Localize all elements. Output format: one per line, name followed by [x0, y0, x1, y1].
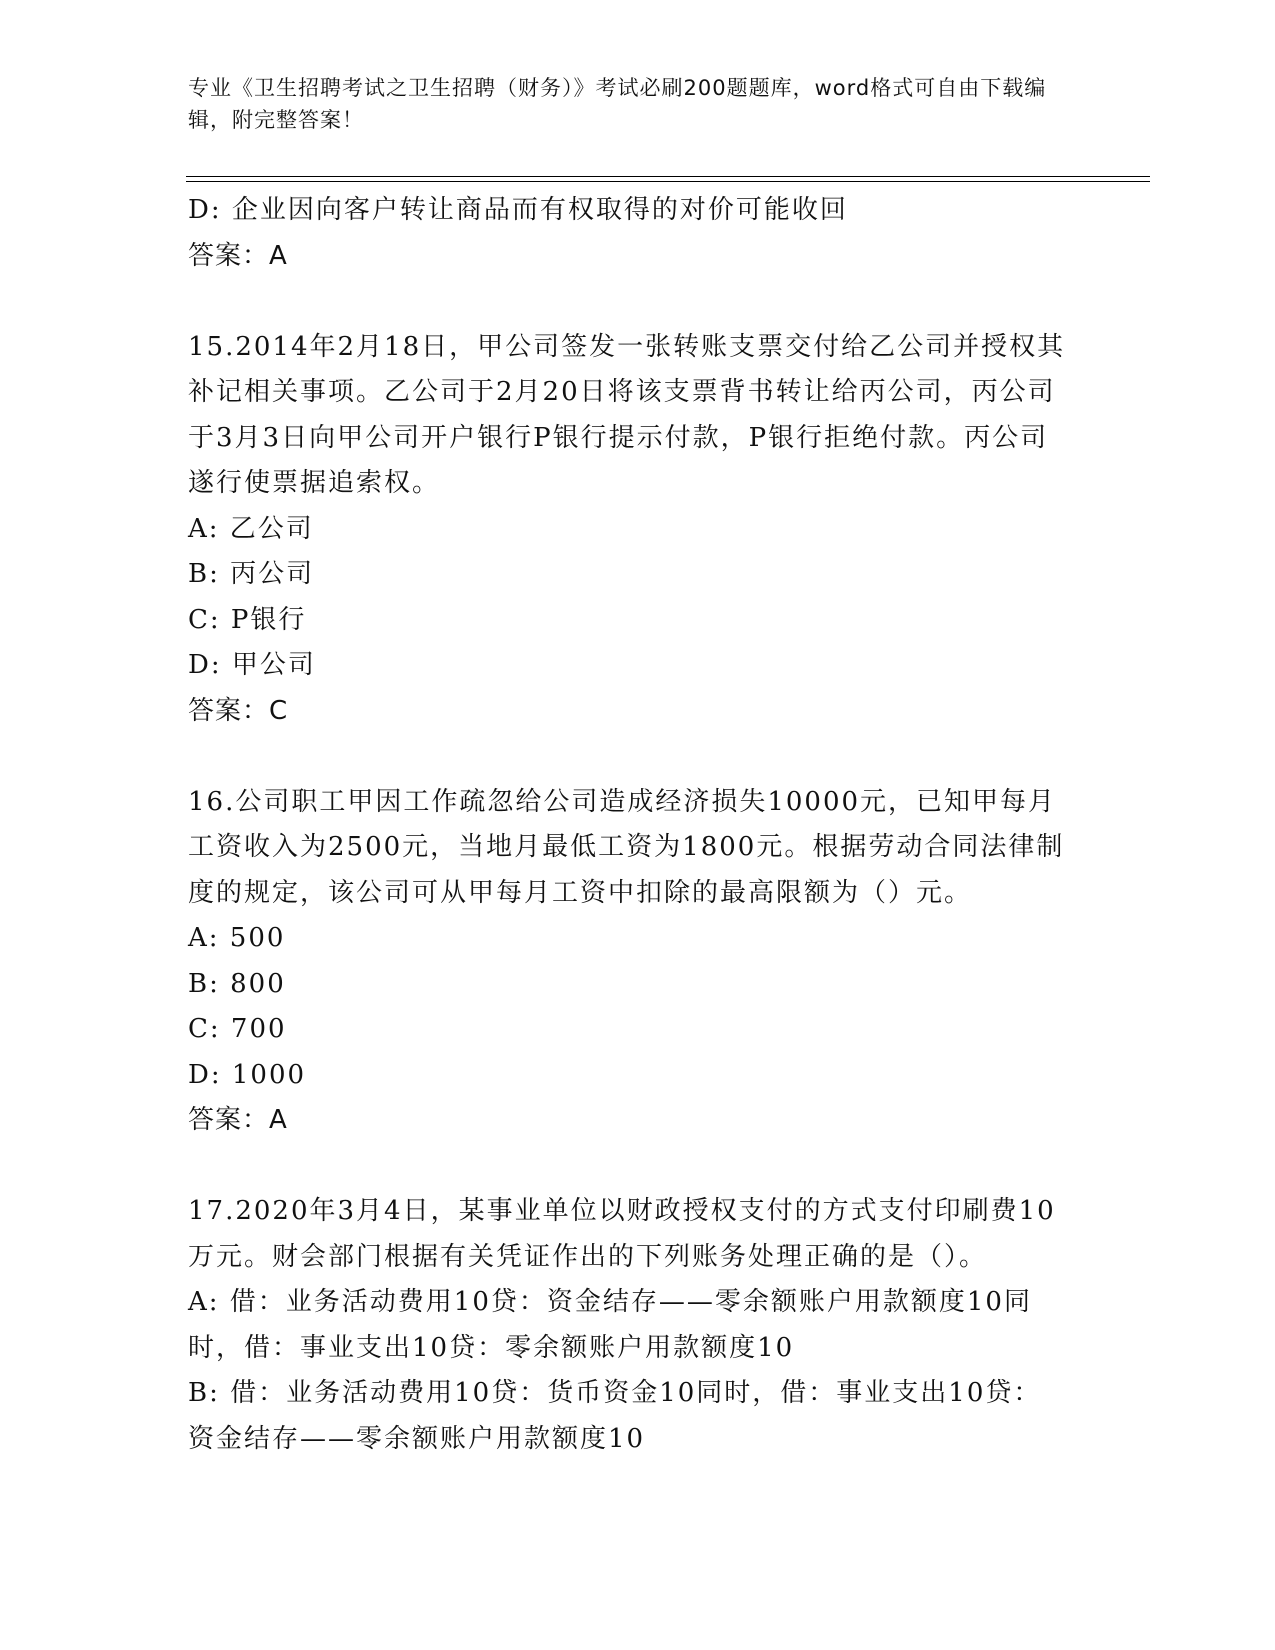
- option-c: C: P银行: [188, 604, 307, 635]
- spacer: [188, 734, 1068, 780]
- spacer: [188, 279, 1068, 325]
- answer: 答案：A: [188, 1105, 288, 1135]
- question-16-stem: 16.公司职工甲因工作疏忽给公司造成经济损失10000元，已知甲每月工资收入为2500元，当地月最低工资为1800元。根据劳动合同法律制度的规定，该公司可从甲每月工资中扣除的最高限额为（）元。: [188, 786, 1065, 908]
- option-a: A: 500: [188, 923, 286, 953]
- option-b: B: 借：业务活动费用10贷：货币资金10同时，借：事业支出10贷：资金结存——零余额账户用款额度10: [188, 1378, 1042, 1454]
- option-d: D: 甲公司: [188, 650, 316, 680]
- header-rule-bottom: [186, 181, 1150, 182]
- answer: 答案：A: [188, 240, 288, 271]
- page-header: 专业《卫生招聘考试之卫生招聘（财务）》考试必刷200题题库，word格式可自由下载编辑，附完整答案！: [188, 76, 1047, 132]
- option-d: D: 企业因向客户转让商品而有权取得的对价可能收回: [188, 195, 848, 225]
- header-rule-top: [186, 176, 1150, 177]
- option-b: B: 800: [188, 968, 286, 999]
- question-15-stem: 15.2014年2月18日，甲公司签发一张转账支票交付给乙公司并授权其补记相关事项。乙公司于2月20日将该支票背书转让给丙公司，丙公司于3月3日向甲公司开户银行P银行提示付款，P银行拒绝付款。丙公司遂行使票据追索权。: [188, 331, 1066, 498]
- spacer: [188, 1144, 1068, 1190]
- option-a: A: 借：业务活动费用10贷：资金结存——零余额账户用款额度10同时，借：事业支出10贷：零余额账户用款额度10: [188, 1287, 1032, 1363]
- option-b: B: 丙公司: [188, 559, 315, 589]
- document-body: [188, 188, 1068, 1462]
- option-d: D: 1000: [188, 1059, 307, 1090]
- option-a: A: 乙公司: [188, 513, 314, 544]
- answer: 答案：C: [188, 695, 289, 726]
- option-c: C: 700: [188, 1014, 287, 1044]
- question-17-stem: 17.2020年3月4日，某事业单位以财政授权支付的方式支付印刷费10万元。财会部门根据有关凭证作出的下列账务处理正确的是（）。: [188, 1196, 1056, 1272]
